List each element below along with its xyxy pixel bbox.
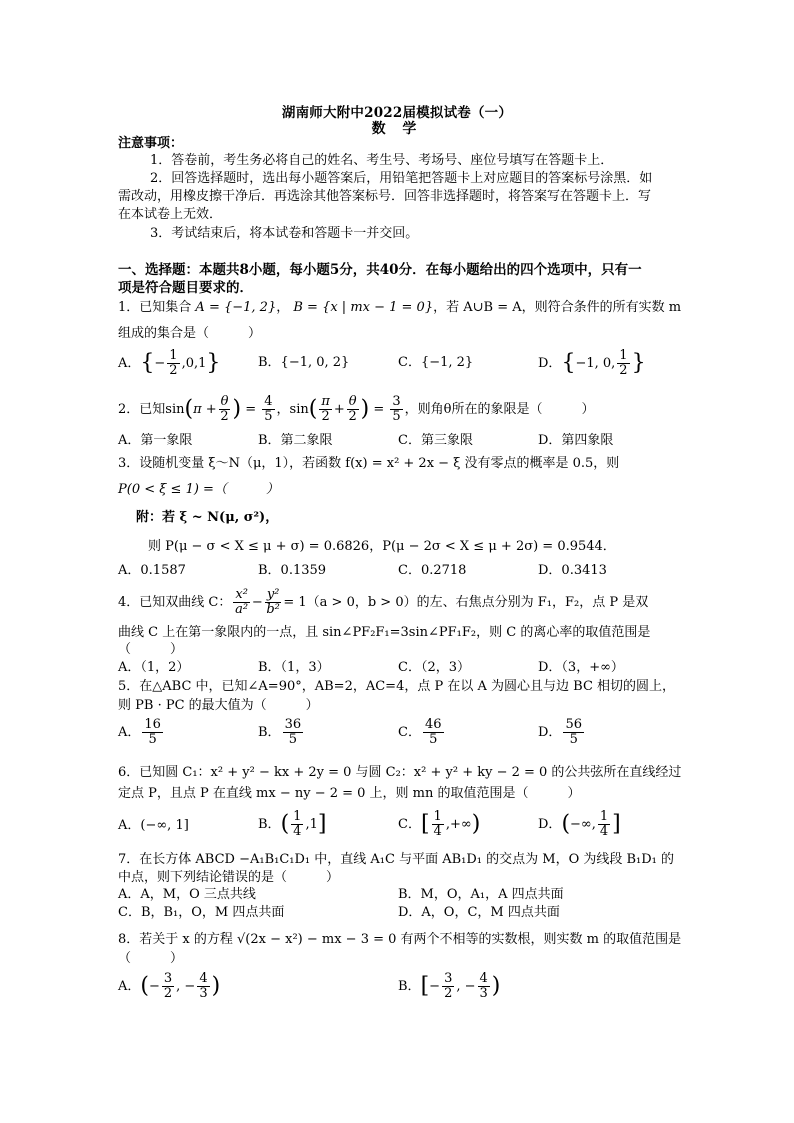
q3-note-heading: 附：若 ξ ~ N(μ, σ²)，	[136, 510, 279, 525]
q8-option-b-num1: 3	[444, 971, 453, 986]
q4-option-d: D．（3，+∞）	[538, 660, 624, 675]
q6-option-d-label: D．	[538, 817, 562, 832]
q2-eq1-num: 4	[264, 394, 273, 409]
q5-option-b	[258, 718, 305, 747]
q2-option-b: B．第二象限	[258, 433, 333, 448]
notice-item-3: 3．考试结束后，将本试卷和答题卡一并交回。	[150, 226, 419, 241]
q7-option-b: B．M，O，A₁，A 四点共面	[398, 887, 564, 902]
q4-option-c: C．（2，3）	[398, 660, 470, 675]
q5-option-c-label: C．	[398, 725, 421, 740]
q4-text: 4．已知双曲线 C：	[118, 595, 232, 610]
q2-eq2-den: 5	[392, 409, 401, 424]
q2-eq2-num: 3	[392, 394, 401, 409]
q5-option-b-den: 5	[288, 732, 297, 747]
notice-item-2: 2．回答选择题时，选出每小题答案后，用铅笔把答题卡上对应题目的答案标号涂黑．如	[150, 171, 653, 186]
q5-option-d	[538, 718, 586, 747]
exam-title: 湖南师大附中2022届模拟试卷（一）	[281, 105, 513, 121]
q2-plus: +	[333, 402, 345, 417]
q6-option-c-num: 1	[433, 809, 442, 824]
question-8-stem-cont: （ ）	[118, 951, 184, 966]
q2-option-a: A．第一象限	[118, 433, 193, 448]
q4-minus: −	[251, 595, 263, 610]
q2-sin2: ，sin	[276, 402, 309, 417]
q4-option-a: A．（1，2）	[118, 660, 190, 675]
notice-item-1: 1．答卷前，考生务必将自己的姓名、考生号、考场号、座位号填写在答题卡上．	[150, 153, 614, 168]
q6-option-b-num: 1	[293, 809, 302, 824]
q5-option-a-den: 5	[148, 732, 157, 747]
question-5-stem-cont: 则 PB · PC 的最大值为（ ）	[118, 698, 319, 713]
q5-option-c	[398, 718, 446, 747]
q7-option-c: C．B，B₁，O，M 四点共面	[118, 905, 285, 920]
q2-pi-den: 2	[321, 409, 330, 424]
q6-option-b-den: 4	[293, 824, 302, 839]
q8-option-b-den1: 2	[444, 986, 453, 1001]
q2-theta: θ	[220, 394, 229, 409]
q2-option-d: D．第四象限	[538, 433, 614, 448]
q2-theta-2: θ	[348, 394, 357, 409]
q6-option-d-den: 4	[599, 824, 609, 839]
q5-option-d-den: 5	[569, 732, 578, 747]
q4-frac2-num: y²	[266, 587, 280, 602]
q5-option-b-num: 36	[284, 717, 302, 732]
q3-option-c: C．0.2718	[398, 563, 467, 578]
q1-text-b: ，若 A∪B = A，则符合条件的所有实数 m	[433, 300, 682, 315]
q1-set-b: B = {x | mx − 1 = 0}	[293, 300, 434, 315]
q5-option-d-num: 56	[565, 717, 582, 732]
q8-option-a-label: A．	[118, 979, 141, 994]
question-4-stem-end: （ ）	[118, 642, 184, 657]
question-7-stem-cont: 中点，则下列结论错误的是（ ）	[118, 870, 340, 885]
notice-item-2-end: 在本试卷上无效．	[118, 207, 223, 222]
q8-option-b-num2: 4	[479, 971, 488, 986]
q4-option-b: B．（1，3）	[258, 660, 330, 675]
q1-text: 1．已知集合	[118, 300, 192, 315]
q6-option-c-label: C．	[398, 817, 421, 832]
q2-text-b: ，则角θ所在的象限是（ ）	[404, 402, 595, 417]
q8-option-b-label: B．	[398, 979, 421, 994]
q3-option-a: A．0.1587	[118, 563, 186, 578]
q2-two: 2	[220, 409, 229, 424]
q3-note-body: 则 P(μ − σ < X ≤ μ + σ) = 0.6826，P(μ − 2σ < X ≤ μ + 2σ) = 0.9544．	[148, 539, 616, 554]
question-4-stem-cont: 曲线 C 上在第一象限内的一点，且 sin∠PF₂F₁=3sin∠PF₁F₂，则 C 的离心率的取值范围是	[118, 625, 651, 640]
q6-option-d-rest: −∞,	[570, 817, 596, 832]
question-4-stem	[118, 588, 648, 617]
q5-option-c-den: 5	[429, 732, 438, 747]
question-2-stem: 2．已知sin(π + $\frac{\theta}{2}$ ) = $\frac{4}{5}$ ，sin( $\frac{\pi}{2}$ + $\frac{\theta}{2}$ ) = $\frac{3}{5}$ ，则角θ所在的象限是（ ）	[118, 394, 595, 424]
q1-option-a-num: 1	[169, 348, 178, 363]
section-heading-cont: 项是符合题目要求的．	[118, 280, 253, 296]
q4-text-b: = 1（a > 0，b > 0）的左、右焦点分别为 F₁，F₂，点 P 是双	[283, 595, 649, 610]
q6-option-a: A．(−∞, 1]	[118, 818, 189, 833]
q1-option-d-rest: −1, 0,	[575, 356, 616, 371]
q6-option-d: D．(−∞, $\frac{1}{4}$ ]	[538, 809, 621, 839]
q2-pi: π +	[193, 402, 217, 417]
q8-option-b: B．[− $\frac{3}{2}$ , − $\frac{4}{3}$ )	[398, 971, 501, 1001]
question-6-stem: 6．已知圆 C₁：x² + y² − kx + 2y = 0 与圆 C₂：x² + y² + ky − 2 = 0 的公共弦所在直线经过	[118, 765, 682, 780]
q1-option-a-label: A．	[118, 356, 141, 371]
q6-option-d-num: 1	[599, 809, 609, 824]
q6-option-b-label: B．	[258, 817, 281, 832]
q8-option-a: A．(− $\frac{3}{2}$ , − $\frac{4}{3}$ )	[118, 971, 221, 1001]
q3-option-d: D．0.3413	[538, 563, 607, 578]
question-5-stem: 5．在△ABC 中，已知∠A=90°，AB=2，AC=4，点 P 在以 A 为圆心且与边 BC 相切的圆上，	[118, 679, 676, 694]
q2-option-c: C．第三象限	[398, 433, 473, 448]
q5-option-a-num: 16	[144, 717, 161, 732]
q3-option-b: B．0.1359	[258, 563, 327, 578]
q8-option-a-den2: 3	[199, 986, 208, 1001]
q1-option-a: A．{− $\frac{1}{2}$ ,0,1}	[118, 348, 221, 378]
q1-option-a-den: 2	[169, 363, 178, 378]
q6-option-c: C．[ $\frac{1}{4}$ ,+∞)	[398, 809, 481, 839]
q7-option-d: D．A，O，C，M 四点共面	[398, 905, 560, 920]
q1-option-a-sign: −	[154, 356, 166, 371]
section-heading: 一、选择题：本题共8小题，每小题5分，共40分．在每小题给出的四个选项中，只有一	[118, 262, 642, 278]
question-6-stem-cont: 定点 P，且点 P 在直线 mx − ny − 2 = 0 上，则 mn 的取值范围是（ ）	[118, 786, 581, 801]
q8-option-a-den1: 2	[163, 986, 173, 1001]
q2-eq1-den: 5	[264, 409, 273, 424]
q4-frac1-num: x²	[235, 587, 248, 602]
q4-frac1-den: a²	[235, 602, 249, 617]
q8-option-b-den2: 3	[479, 986, 488, 1001]
q2-pi-num: π	[321, 394, 330, 409]
q1-option-d: D．{−1, 0, $\frac{1}{2}$ }	[538, 348, 646, 378]
question-3-stem: 3．设随机变量 ξ～N（μ，1），若函数 f(x) = x² + 2x − ξ 没有零点的概率是 0.5，则	[118, 456, 620, 471]
q6-option-b-rest: ,1	[305, 817, 318, 832]
q5-option-d-label: D．	[538, 725, 562, 740]
question-7-stem: 7．在长方体 ABCD −A₁B₁C₁D₁ 中，直线 A₁C 与平面 AB₁D₁ 的交点为 M，O 为线段 B₁D₁ 的	[118, 852, 675, 867]
q8-option-a-num1: 3	[163, 971, 173, 986]
question-1-stem: 1．已知集合 A = {−1, 2}， B = {x | mx − 1 = 0}，若 A∪B = A，则符合条件的所有实数 m	[118, 300, 682, 315]
q5-option-a-label: A．	[118, 725, 141, 740]
q5-option-a	[118, 718, 165, 747]
q1-option-b: B．{−1, 0, 2}	[258, 355, 350, 370]
q6-option-c-den: 4	[433, 824, 442, 839]
q1-option-a-rest: ,0,1	[181, 356, 207, 371]
q1-option-c: C．{−1, 2}	[398, 355, 474, 370]
question-1-stem-cont: 组成的集合是（ ）	[118, 326, 262, 341]
q8-option-a-num2: 4	[199, 971, 208, 986]
question-3-stem-cont: P(0 < ξ ≤ 1) =（ ）	[118, 482, 279, 497]
notice-item-2-cont: 需改动，用橡皮擦干净后．再选涂其他答案标号．回答非选择题时，将答案写在答题卡上．写	[118, 189, 652, 204]
q6-option-b: B．( $\frac{1}{4}$ ,1]	[258, 809, 327, 839]
q1-option-d-den: 2	[619, 363, 628, 378]
subject-title: 数 学	[371, 121, 423, 137]
q1-set-a: A = {−1, 2}	[195, 300, 277, 315]
question-8-stem: 8．若关于 x 的方程 √(2x − x²) − mx − 3 = 0 有两个不相等的实数根，则实数 m 的取值范围是	[118, 932, 682, 947]
q1-option-d-label: D．	[538, 356, 562, 371]
q1-option-d-num: 1	[619, 348, 628, 363]
q5-option-b-label: B．	[258, 725, 281, 740]
q5-option-c-num: 46	[424, 717, 442, 732]
q6-option-c-rest: ,+∞	[445, 817, 472, 832]
q2-two-2: 2	[348, 409, 357, 424]
q7-option-a: A．A，M，O 三点共线	[118, 887, 256, 902]
q4-frac2-den: b²	[266, 602, 280, 617]
notice-heading: 注意事项：	[118, 136, 184, 151]
q2-text: 2．已知sin	[118, 402, 185, 417]
